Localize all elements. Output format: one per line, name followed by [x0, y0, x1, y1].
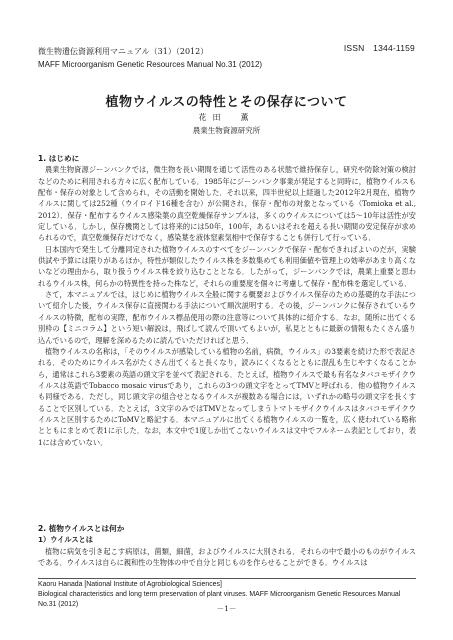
- paragraph-3: さて，本マニュアルでは，はじめに植物ウイルス全般に関する概要およびウイルス保存のための基礎的な手法について紹介した後，ウイルス保存に直接関わる手法について順次説明する．その後，ジーンバンクに保存されているウイルスの特徴，配布の実際，配布ウイルス標品使用の際の注意等について具体的に紹介する．なお，随所に出てくる別枠の【ミニコラム】という短い解説は，飛ばして読んで頂いてもよいが，私見とともに最新の情報もたくさん盛り込んでいるので，理解を深めるために読んでいただければと思う．: [38, 290, 416, 345]
- paper-title: 植物ウイルスの特性とその保存について: [105, 95, 348, 110]
- issn-label: ISSN 1344-1159: [343, 43, 415, 53]
- paragraph-1: 農業生物資源ジーンバンクでは，微生物を長い期間を通じて活性のある状態で維持保存し，研究や防除対策の検討などのために利用される方々に広く配布している．1985年にジーンバンク事業が発足すると同時に，植物ウイルスも配布・保存の対象として含められ，その活動を開始した．それ以来，四半世紀以上経過した2012年2月現在，植物ウイルスに関しては252種（ウイロイド16種を含む）が公開され，保存・配布の対象となっている（Tomioka et al., 2012）．保存・配布するウイルス感染葉の真空乾燥保存サンプルは，多くのウイルスについては5〜10年は活性が安定している．しかし，保存機関としては将来的には50年，100年，あるいはそれを超える長い期間の安定保存が求められるので，真空乾燥保存だけでなく，感染葉を液体窒素気相中で保存することも併行して行っている．: [38, 165, 416, 243]
- section-heading-2: 2. 植物ウイルスとは何か: [38, 524, 125, 533]
- series-title-jp: 微生物遺伝資源利用マニュアル（31）（2012）: [38, 47, 209, 56]
- footnote-author: Kaoru Hanada [National Institute of Agrobiological Sciences]: [38, 581, 222, 588]
- paragraph-4: 植物ウイルスの名称は，「そのウイルスが感染している植物の名前，病徴，ウイルス」の3要素を続けた形で表記される．そのためにウイルス名がたくさん出てくると長くなり，読みにくくなるとともに混乱も生じやすくなることから，通常はこれら3要素の英語の頭文字を並べて表記される．たとえば，植物ウイルスで最も有名なタバコモザイクウイルスは英語でTobacco mosaic virusであり，これらの3つの頭文字をとってTMVと呼ばれる．他の植物ウイルスも同様である．ただし，同じ頭文字の組合せとなるウイルスが複数ある場合には，いずれかの略号の頭文字を長くすることで区別している．たとえば，3文字のみではTMVとなってしまうトマトモザイクウイルスはタバコモザイクウイルスと区別するためにToMVと略記する．本マニュアルに出てくる植物ウイルスの一覧を，広く使われている略称とともにまとめて表1に示した．なお，本文中で1度しか出てこないウイルスは文中でフルネーム表記としており，表1には含めていない．: [38, 346, 416, 447]
- section-heading-1: 1. はじめに: [38, 154, 80, 163]
- paragraph-5: 植物に病気を引き起こす病原は，菌類，細菌，およびウイルスに大別される．それらの中で最小のものがウイルスである．ウイルスは自らに親和性の生物体の中で自分と同じものを作らせることができる．ウイルスは: [38, 546, 416, 568]
- paragraph-2: 日本国内で発生して分離同定された植物ウイルスのすべてをジーンバンクで保存・配布できればよいのだが，実験供試や予算には限りがあるほか，特性が類似したウイルス株を多数集めても利用価値や管理上の効率があまり高くないなどの理由から，取り扱うウイルス株を絞り込むこととなる．したがって，ジーンバンクでは，農業上重要と思われるウイルス株，何らかの特異性を持った株など，それらの重要度を個々に考慮して保存・配布株を選定している．: [38, 244, 416, 288]
- body-text: [38, 153, 416, 448]
- author-name: 花田 薫: [198, 113, 255, 122]
- footnote-citation: Biological characteristics and long term preservation of plant viruses. MAFF Microorganism Genetic Resources Manual No.31 (2012): [38, 591, 401, 608]
- author-affiliation: 農業生物資源研究所: [192, 126, 261, 135]
- footnote-divider: [38, 578, 416, 579]
- page-number: －1－: [216, 604, 237, 613]
- series-title-en: MAFF Microorganism Genetic Resources Manual No.31 (2012): [38, 60, 263, 69]
- section-2: [38, 523, 416, 568]
- subsection-heading: 1）ウイルスとは: [38, 535, 93, 545]
